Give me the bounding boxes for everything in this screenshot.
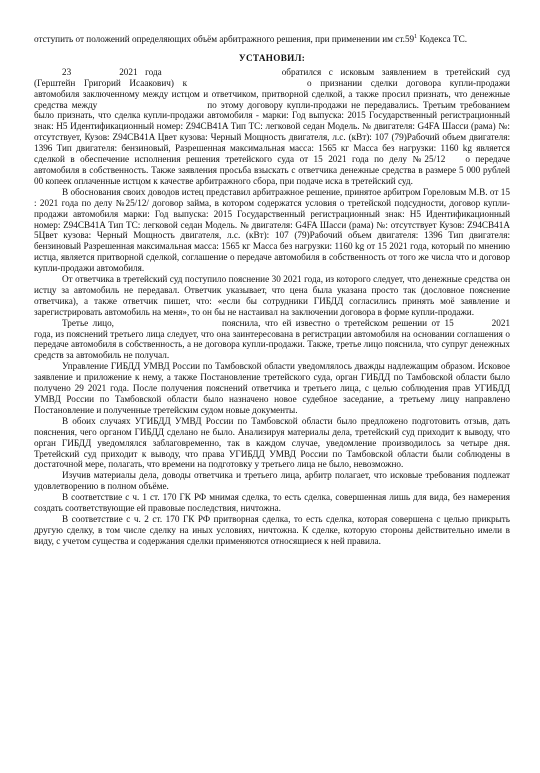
p4-statement: пояснила, что ей известно о третейском решении от: [221, 317, 441, 328]
p1-details: по этому договору купли-продажи не передавались. Третьим требованием было признать, что сделка купли-продажи автомобиля - марки: Год выпуска: 2015 Государственный регистрационный знак: Н5 Идентификационный номер: Z94CB41A Тип ТС: легковой седан Модель. № двигателя: G4FA Шасси (рама) №: отсутствует, Кузов: Z94CB41A Цвет кузова: Черный Мощность двигателя, л.с. (кВт): 107 (79)Рабочий объем двигателя: 1396 Тип двигателя: бензиновый, Разрешенная максимальная масса: 1565 кг Масса без нагрузки: 1160 kg является сделкой в обеспечение исполнения решения третейского суда от 15: [34, 99, 510, 165]
lead-superscript: 1: [414, 33, 418, 40]
paragraph-4: [34, 318, 510, 362]
p4-day: 15: [444, 317, 454, 328]
p1-day: 23: [62, 66, 72, 77]
lead-line: отступить от положений определяющих объём арбитражного решения, при применении им ст.59: [34, 34, 415, 44]
p1-transfer: о передаче автомобиля в собственность. Также заявления просьба взыскать с ответчика денежные средства в размере 5 000 рублей 00 копеек оплаченные истцом к качестве арбитражного сбора, при подаче иска в третейский суд.: [34, 154, 510, 186]
paragraph-2: В обоснования своих доводов истец представил арбитражное решение, принятое арбитром Гореловым М.В. от 15 : 2021 года по делу №25/12/ договор займа, в котором содержатся условия о третейской подсудности, договор купли-продажи автомобиля марки: Год выпуска: 2015 Государственный регистрационный знак: Н5 Идентификационный номер: Z94CB41A Тип ТС: легковой седан Модель. № двигателя: G4FA Шасси (рама) №: отсутствует Кузов: Z94CB41A 5Цвет кузова: Черный Мощность двигателя, л.с. (кВт): 107 (79)Рабочий объем двигателя: 1396 Тип двигателя: бензиновый Разрешенная максимальная масса: 1565 кг Масса без нагрузки: 1160 kg от 15 2021 года, который по мнению истца, является притворной сделкой, соглашение о передаче автомобиля в собственность от того же числа что и договор купли-продажи автомобиля.: [34, 186, 510, 274]
lead-paragraph: [34, 34, 510, 45]
p4-details: 2021 года, из пояснений третьего лица следует, что она заинтересована в регистрации автомобиля на основании соглашения о передаче автомобиля в собственность, а не договора купли-продажи. Также, третье лицо пояснила, что супруг денежных средств за автомобиль не получал.: [34, 317, 511, 361]
p1-subject: о признании сделки договора купли-продажи автомобиля заключенному между истцом и ответчиком, притворной сделкой, а также просил признать, что денежные средства между: [34, 77, 510, 110]
paragraph-3: От ответчика в третейский суд поступило пояснение 30 2021 года, из которого следует, что денежные средства он истцу за автомобиль не передавал. Ответчик указывает, что цена была указана просто так (дословное пояснение ответчика), а также ответчик пишет, что: «если бы сотрудники ГИБДД согласились принять моё заявление и зарегистрировать автомобиль на меня», то он бы не настаивал на заключении договора в форме купли-продажи.: [34, 274, 510, 317]
p1-claim: обратился с исковым заявлением в третейский: [281, 66, 490, 77]
paragraph-5: Управление ГИБДД УМВД России по Тамбовской области уведомлялось дважды надлежащим образом. Исковое заявление и приложение к нему, а также Постановление третейского суда, орган ГИБДД по Тамбовской области было получено 29 2021 года. После получения пояснений ответчика и третьего лица, с целью соблюдения прав УГИБДД УМВД России по Тамбовской области было назначено новое судебное заседание, а третьему лицу направлено Постановление и полученные третейским судом новые документы.: [34, 361, 510, 415]
p1-year: 2021 года: [119, 66, 162, 77]
lead-line-2: Кодекса ТС.: [419, 34, 468, 44]
p1-case: 2021 года по делу №25/12: [328, 154, 446, 165]
p4-third-party: Третье лицо,: [62, 317, 114, 328]
paragraph-7: Изучив материалы дела, доводы ответчика и третьего лица, арбитр полагает, что исковые требования подлежат удовлетворению в полном объёме.: [34, 470, 510, 492]
paragraph-8: В соответствие с ч. 1 ст. 170 ГК РФ мнимая сделка, то есть сделка, совершенная лишь для вида, без намерения создать соответствующие ей правовые последствия, ничтожна.: [34, 492, 510, 514]
p1-court: суд (Герштейн Григорий Исаакович) к: [34, 66, 510, 88]
paragraph-1: [34, 67, 510, 187]
section-heading: УСТАНОВИЛ:: [238, 52, 306, 63]
paragraph-6: В обоих случаях УГИБДД УМВД России по Тамбовской области было предложено подготовить отзыв, дать пояснения, чего органом ГИБДД сделано не было. Анализируя материалы дела, третейский суд приходит к выводу, что орган ГИБДД уведомлялся заблаговременно, так в каждом случае, уведомление производилось за четыре дня. Третейский суд приходит к выводу, что права УГИБДД УМВД России по Тамбовской области были соблюдены в достаточной мере, полагать, что времени на подготовку у третьего лица не было, невозможно.: [34, 415, 510, 470]
paragraph-9: В соответствие с ч. 2 ст. 170 ГК РФ притворная сделка, то есть сделка, которая совершена с целью прикрыть другую сделку, в том числе сделку на иных условиях, ничтожна. К сделке, которую стороны действительно имели в виду, с учетом существа и содержания сделки применяются относящиеся к ней правила.: [34, 513, 510, 546]
